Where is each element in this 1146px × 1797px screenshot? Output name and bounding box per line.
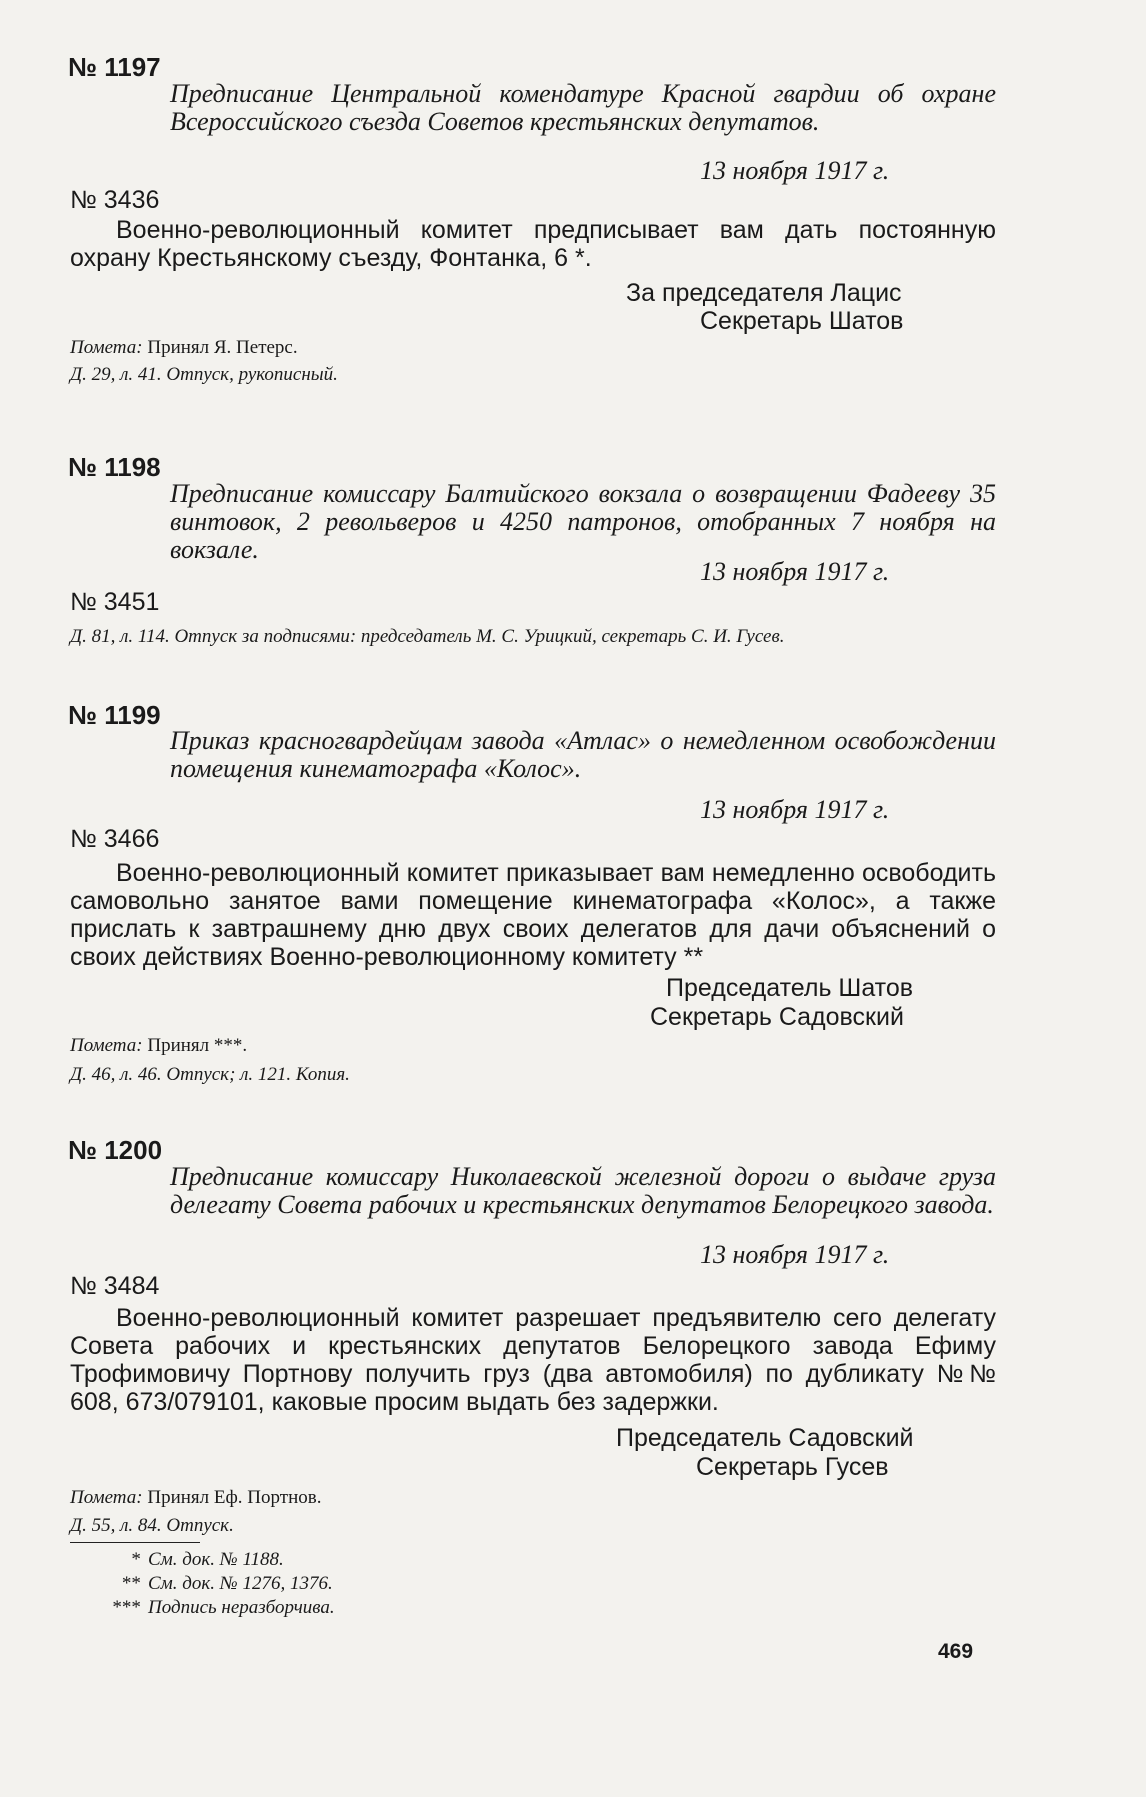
note-text: Принял Я. Петерс. [147,337,298,358]
doc-date: 13 ноября 1917 г. [700,795,890,824]
registration-number: № 3451 [70,588,160,616]
doc-body: Военно-революционный комитет разрешает предъявителю сего делегату Совета рабочих и крестьянских депутатов Белорецкого завода Ефиму Трофимовичу Портнову получить груз (два автомобиля) по дубликату №№ 608, 673/079101, каковые просим выдать без задержки. [70,1304,996,1416]
page-number: 469 [938,1640,974,1663]
signature-line: Секретарь Садовский [650,1003,904,1031]
note-label: Помета: [70,1487,143,1508]
source-reference: Д. 46, л. 46. Отпуск; л. 121. Копия. [70,1064,350,1085]
note-label: Помета: [70,337,143,358]
footnote-mark: * [130,1549,140,1570]
doc-date: 13 ноября 1917 г. [700,156,890,185]
footnote-mark: *** [111,1597,140,1618]
doc-title: Предписание комиссару Балтийского вокзала о возвращении Фадееву 35 винтовок, 2 револьверов и 4250 патронов, отобранных 7 ноября на вокзале. [170,479,996,564]
signature-line: Председатель Шатов [666,974,914,1002]
note-text: Принял Еф. Портнов. [147,1487,322,1508]
doc-number: № 1197 [68,52,161,82]
signature-line: За председателя Лацис [626,279,902,307]
doc-note [70,1487,321,1509]
footnote-text: Подпись неразборчива. [148,1597,335,1618]
footnote-text: См. док. № 1188. [148,1549,284,1570]
doc-number: № 1199 [68,700,161,730]
source-reference: Д. 29, л. 41. Отпуск, рукописный. [70,364,338,385]
source-reference: Д. 81, л. 114. Отпуск за подписями: председатель М. С. Урицкий, секретарь С. И. Гусев. [70,626,785,647]
registration-number: № 3466 [70,825,160,853]
doc-title: Предписание Центральной комендатуре Красной гвардии об охране Всероссийского съезда Советов крестьянских депутатов. [170,79,996,136]
registration-number: № 3484 [70,1272,160,1300]
doc-title: Предписание комиссару Николаевской железной дороги о выдаче груза делегату Совета рабочих и крестьянских депутатов Белорецкого завода. [170,1162,996,1219]
footnote [100,1572,333,1595]
source-reference: Д. 55, л. 84. Отпуск. [70,1515,234,1536]
footnote [100,1596,335,1619]
doc-date: 13 ноября 1917 г. [700,1240,890,1269]
signature-line: Председатель Садовский [616,1424,914,1452]
doc-number: № 1198 [68,452,161,482]
doc-body: Военно-революционный комитет приказывает вам немедленно освободить самовольно занятое вами помещение кинематографа «Колос», а также прислать к завтрашнему дню двух своих делегатов для дачи объяснений о своих действиях Военно-революционному комитету ** [70,859,996,971]
footnote-rule [70,1542,200,1543]
footnote [100,1548,284,1571]
footnote-text: См. док. № 1276, 1376. [148,1573,333,1594]
signature-line: Секретарь Гусев [696,1453,889,1481]
registration-number: № 3436 [70,186,160,214]
doc-note [70,337,298,359]
note-text: Принял ***. [147,1035,248,1056]
footnote-mark: ** [121,1573,140,1594]
doc-title: Приказ красногвардейцам завода «Атлас» о немедленном освобождении помещения кинематографа «Колос». [170,726,996,783]
doc-note [70,1035,247,1057]
note-label: Помета: [70,1035,143,1056]
signature-line: Секретарь Шатов [700,307,904,335]
doc-body: Военно-революционный комитет предписывает вам дать постоянную охрану Крестьянскому съезду, Фонтанка, 6 *. [70,216,996,272]
doc-number: № 1200 [68,1135,163,1165]
doc-date: 13 ноября 1917 г. [700,557,890,586]
